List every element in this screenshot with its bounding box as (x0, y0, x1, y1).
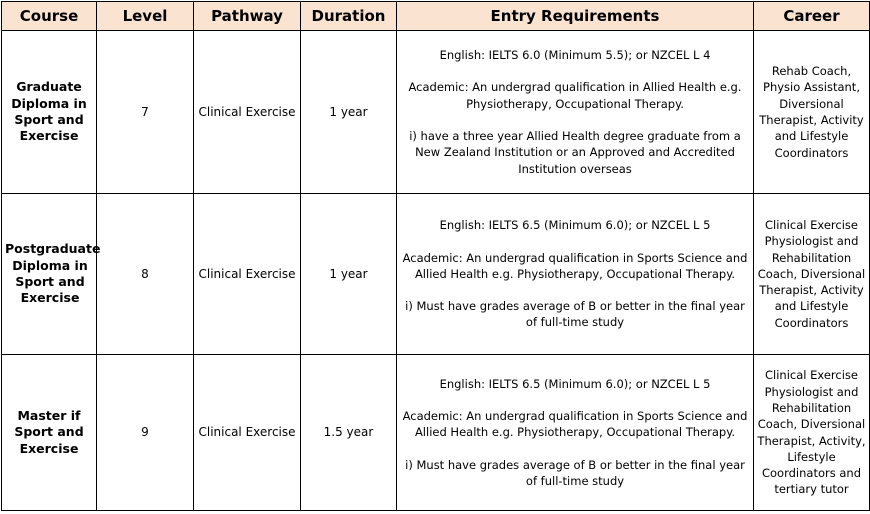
level-cell: 8 (97, 194, 194, 355)
header-row (2, 2, 870, 31)
header-duration: Duration (301, 2, 397, 31)
header-course: Course (2, 2, 97, 31)
other-requirement: i) have a three year Allied Health degree graduate from a New Zealand Institution or an Approved and Accredited Institution overseas (409, 129, 741, 176)
header-entry-requirements: Entry Requirements (397, 2, 754, 31)
course-table (1, 1, 870, 511)
course-name: Graduate Diploma in Sport and Exercise (11, 79, 87, 144)
academic-requirement: Academic: An undergrad qualification in Sports Science and Allied Health e.g. Physiotherapy, Occupational Therapy. (402, 409, 748, 440)
table-row (2, 355, 870, 511)
english-requirement: English: IELTS 6.5 (Minimum 6.0); or NZCEL L 5 (439, 376, 711, 391)
duration-cell: 1 year (301, 194, 397, 355)
course-name: Postgraduate Diploma in Sport and Exercise (5, 241, 101, 306)
header-career: Career (754, 2, 870, 31)
table-row (2, 194, 870, 355)
career-cell: Rehab Coach, Physio Assistant, Diversional Therapist, Activity and Lifestyle Coordinators (754, 31, 870, 194)
english-requirement: English: IELTS 6.5 (Minimum 6.0); or NZCEL L 5 (439, 218, 711, 233)
other-requirement: i) Must have grades average of B or better in the final year of full-time study (405, 299, 745, 330)
academic-requirement: Academic: An undergrad qualification in Sports Science and Allied Health e.g. Physiotherapy, Occupational Therapy. (402, 250, 748, 281)
course-cell (2, 355, 97, 511)
english-requirement: English: IELTS 6.0 (Minimum 5.5); or NZCEL L 4 (439, 48, 711, 63)
entry-requirements-cell (397, 194, 754, 355)
course-cell (2, 194, 101, 355)
course-cell (2, 31, 97, 194)
header-pathway: Pathway (194, 2, 301, 31)
duration-cell: 1 year (301, 31, 397, 194)
header-level: Level (97, 2, 194, 31)
pathway-cell: Clinical Exercise (194, 194, 301, 355)
level-cell: 9 (97, 355, 194, 511)
pathway-cell: Clinical Exercise (194, 355, 301, 511)
duration-cell: 1.5 year (301, 355, 397, 511)
entry-requirements-cell (397, 355, 754, 511)
entry-requirements-cell (397, 31, 754, 194)
course-name: Master if Sport and Exercise (14, 408, 84, 456)
table-row (2, 31, 870, 194)
career-cell: Clinical Exercise Physiologist and Rehabilitation Coach, Diversional Therapist, Activity, Lifestyle Coordinators and tertiary tutor (754, 355, 870, 511)
pathway-cell: Clinical Exercise (194, 31, 301, 194)
academic-requirement: Academic: An undergrad qualification in Allied Health e.g. Physiotherapy, Occupational Therapy. (408, 80, 742, 111)
career-cell: Clinical Exercise Physiologist and Rehabilitation Coach, Diversional Therapist, Activity and Lifestyle Coordinators (754, 194, 870, 355)
other-requirement: i) Must have grades average of B or better in the final year of full-time study (405, 457, 745, 488)
level-cell: 7 (97, 31, 194, 194)
